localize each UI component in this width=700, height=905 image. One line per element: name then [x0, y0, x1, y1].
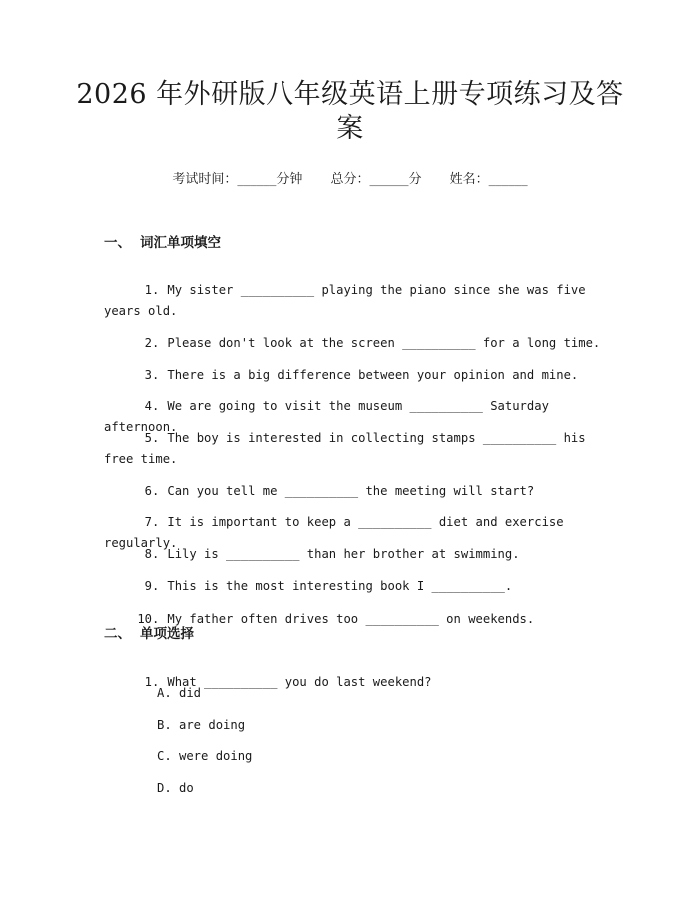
question-2-1: 1. What __________ you do last weekend?	[144, 675, 432, 689]
student-name: 姓名：______	[449, 172, 528, 187]
exam-total-score: 总分：______分	[330, 172, 422, 187]
section-1-title: 词汇单项填空	[140, 235, 221, 251]
question-1-4: 4. We are going to visit the museum __________ Saturday afternoon.	[104, 399, 557, 434]
question-1-6: 6. Can you tell me __________ the meeting will start?	[144, 484, 535, 498]
question-1-8: 8. Lily is __________ than her brother at swimming.	[144, 547, 520, 561]
option-c: C. were doing	[157, 749, 253, 763]
question-1-9: 9. This is the most interesting book I __________.	[144, 579, 513, 593]
question-1-7: 7. It is important to keep a __________ diet and exercise regularly.	[104, 515, 571, 550]
section-1-heading	[104, 231, 221, 251]
title-line-2: 案	[336, 113, 364, 144]
question-1-2: 2. Please don't look at the screen __________ for a long time.	[144, 336, 601, 350]
exam-time: 考试时间：______分钟	[172, 172, 303, 187]
section-2-heading	[104, 622, 194, 642]
option-d: D. do	[157, 781, 194, 795]
section-2-title: 单项选择	[140, 626, 194, 642]
section-1-number: 一、	[104, 235, 131, 251]
question-1-3: 3. There is a big difference between your opinion and mine.	[144, 368, 579, 382]
exam-meta	[0, 168, 700, 187]
question-1-1: 1. My sister __________ playing the piano since she was five years old.	[104, 283, 593, 318]
page-title	[60, 78, 640, 146]
option-b: B. are doing	[157, 718, 246, 732]
question-1-5: 5. The boy is interested in collecting stamps __________ his free time.	[104, 431, 593, 466]
question-1-10: 10. My father often drives too __________ on weekends.	[137, 612, 535, 626]
section-2-number: 二、	[104, 626, 131, 642]
option-a: A. did	[157, 686, 202, 700]
title-line-1: 2026 年外研版八年级英语上册专项练习及答	[76, 79, 624, 110]
